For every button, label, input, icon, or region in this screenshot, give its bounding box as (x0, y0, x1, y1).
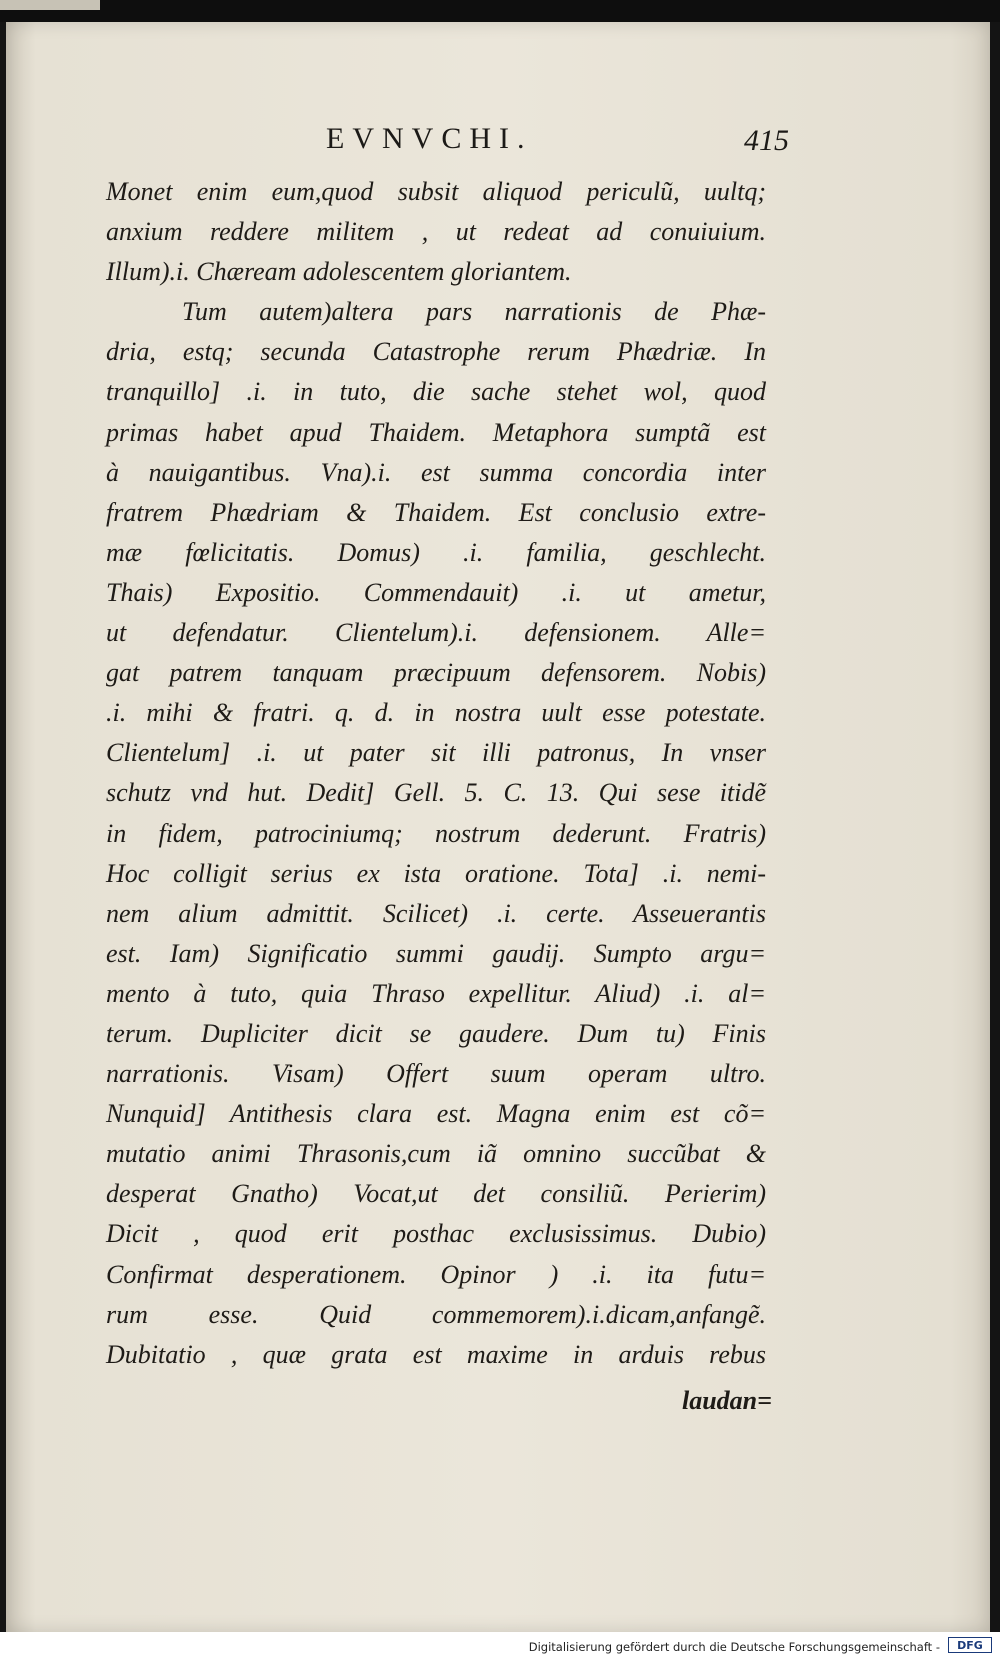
text-line: Dicit , quod erit posthac exclusissimus. Dubio) (106, 1219, 766, 1249)
text-line: Clientelum] .i. ut pater sit illi patronus, In vnser (106, 738, 766, 768)
text-line: rum esse. Quid commemorem).i.dicam,anfangẽ. (106, 1299, 766, 1329)
text-line: in fidem, patrociniumq; nostrum dederunt. Fratris) (106, 818, 766, 848)
text-line: narrationis. Visam) Offert suum operam ultro. (106, 1059, 766, 1089)
text-line: est. Iam) Significatio summi gaudij. Sumpto argu= (106, 938, 766, 968)
text-line: à nauigantibus. Vna).i. est summa concordia inter (106, 457, 766, 487)
dfg-logo: DFG (948, 1637, 992, 1653)
page-header (6, 122, 990, 172)
body-text (106, 172, 766, 1375)
text-line: Monet enim eum,quod subsit aliquod periculũ, uultq; (106, 177, 766, 206)
text-line: mento à tuto, quia Thraso expellitur. Aliud) .i. al= (106, 978, 766, 1008)
text-line: Hoc colligit serius ex ista oratione. Tota] .i. nemi- (106, 858, 766, 888)
text-line: gat patrem tanquam præcipuum defensorem. Nobis) (106, 658, 766, 688)
text-line: tranquillo] .i. in tuto, die sache stehet wol, quod (106, 377, 766, 407)
running-head: EVNVCHI. (326, 122, 533, 155)
page-corner-tab (0, 0, 100, 10)
catchword: laudan= (682, 1386, 772, 1415)
text-line: desperat Gnatho) Vocat,ut det consiliũ. Perierim) (106, 1179, 766, 1209)
text-line: mutatio animi Thrasonis,cum iã omnino succũbat & (106, 1139, 766, 1169)
text-line: ut defendatur. Clientelum).i. defensionem. Alle= (106, 618, 766, 648)
text-line: Tum autem)altera pars narrationis de Phæ- (182, 297, 766, 327)
text-line: nem alium admittit. Scilicet) .i. certe. Asseuerantis (106, 898, 766, 928)
text-line: Nunquid] Antithesis clara est. Magna enim est cõ= (106, 1099, 766, 1129)
text-line: terum. Dupliciter dicit se gaudere. Dum tu) Finis (106, 1018, 766, 1048)
text-line: Thais) Expositio. Commendauit) .i. ut ametur, (106, 577, 766, 607)
page-number: 415 (744, 124, 789, 157)
text-line: dria, estq; secunda Catastrophe rerum Phædriæ. In (106, 337, 766, 367)
text-line: Illum).i. Chæream adolescentem gloriantem. (106, 257, 572, 287)
book-page (6, 22, 990, 1632)
text-line: .i. mihi & fratri. q. d. in nostra uult esse potestate. (106, 698, 766, 728)
text-line: Confirmat desperationem. Opinor ) .i. ita futu= (106, 1259, 766, 1289)
text-line: schutz vnd hut. Dedit] Gell. 5. C. 13. Qui sese itidẽ (106, 778, 766, 808)
text-line: anxium reddere militem , ut redeat ad conuiuium. (106, 217, 766, 247)
text-line: Dubitatio , quæ grata est maxime in arduis rebus (106, 1339, 766, 1369)
scan-top-edge (0, 0, 1000, 22)
funding-credit: Digitalisierung gefördert durch die Deutsche Forschungsgemeinschaft - (528, 1640, 940, 1654)
text-line: mæ fœlicitatis. Domus) .i. familia, geschlecht. (106, 537, 766, 567)
text-line: fratrem Phædriam & Thaidem. Est conclusio extre- (106, 497, 766, 527)
text-line: primas habet apud Thaidem. Metaphora sumptã est (106, 417, 766, 447)
